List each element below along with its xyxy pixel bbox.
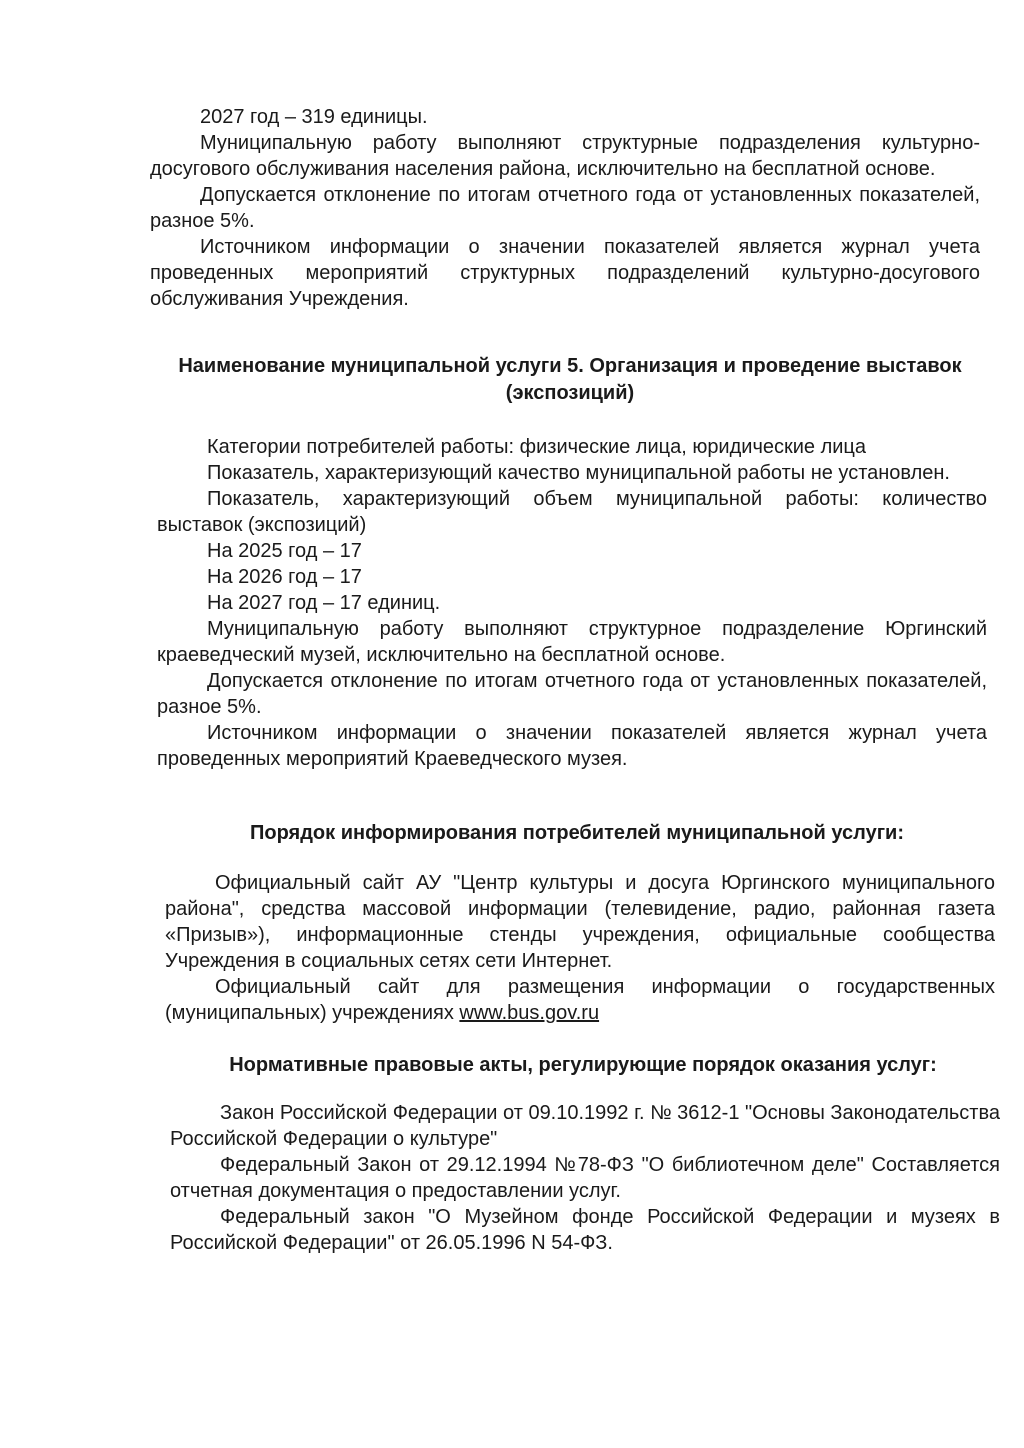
paragraph-text: Официальный сайт для размещения информации о государственных (муниципальных) учреждениях (165, 976, 995, 1024)
paragraph: Официальный сайт АУ "Центр культуры и досуга Юргинского муниципального района", средства массовой информации (телевидение, радио, районная газета «Призыв»), информационные стенды учреждения, официальные сообщества Учреждения в социальных сетях сети Интернет. (165, 872, 995, 972)
text-block-4 (170, 1100, 1000, 1256)
paragraph: Федеральный Закон от 29.12.1994 №78-ФЗ "О библиотечном деле" Составляется отчетная документация о предоставлении услуг. (170, 1154, 1000, 1202)
text-block-1 (150, 104, 980, 312)
paragraph: Показатель, характеризующий объем муниципальной работы: количество выставок (экспозиций) (157, 488, 987, 536)
paragraph: Федеральный закон "О Музейном фонде Российской Федерации и музеях в Российской Федерации" от 26.05.1996 N 54-ФЗ. (170, 1206, 1000, 1254)
paragraph: Муниципальную работу выполняют структурное подразделение Юргинский краеведческий музей, исключительно на бесплатной основе. (157, 618, 987, 666)
paragraph: Источником информации о значении показателей является журнал учета проведенных мероприятий Краеведческого музея. (157, 722, 987, 770)
text-block-2 (157, 434, 987, 772)
paragraph: Муниципальную работу выполняют структурные подразделения культурно-досугового обслуживания населения района, исключительно на бесплатной основе. (150, 132, 980, 180)
bus-gov-link[interactable]: www.bus.gov.ru (459, 1002, 600, 1024)
paragraph: На 2027 год – 17 единиц. (207, 592, 441, 614)
paragraph: На 2026 год – 17 (207, 566, 362, 588)
paragraph: Допускается отклонение по итогам отчетного года от установленных показателей, разное 5%. (157, 670, 987, 718)
section-heading: Порядок информирования потребителей муниципальной услуги: (250, 822, 904, 844)
paragraph: На 2025 год – 17 (207, 540, 362, 562)
section-heading: Нормативные правовые акты, регулирующие порядок оказания услуг: (229, 1054, 937, 1076)
text-block-3 (165, 870, 995, 1026)
paragraph: Категории потребителей работы: физические лица, юридические лица (207, 436, 867, 458)
paragraph: Показатель, характеризующий качество муниципальной работы не установлен. (207, 462, 950, 484)
paragraph: Допускается отклонение по итогам отчетного года от установленных показателей, разное 5%. (150, 184, 980, 232)
paragraph (165, 974, 995, 1026)
paragraph: Источником информации о значении показателей является журнал учета проведенных мероприятий структурных подразделений культурно-досугового обслуживания Учреждения. (150, 236, 980, 310)
paragraph: Закон Российской Федерации от 09.10.1992 г. № 3612-1 "Основы Законодательства Российской Федерации о культуре" (170, 1102, 1000, 1150)
paragraph: 2027 год – 319 единицы. (200, 106, 428, 128)
section-heading: Наименование муниципальной услуги 5. Организация и проведение выставок (экспозиций) (178, 355, 962, 404)
